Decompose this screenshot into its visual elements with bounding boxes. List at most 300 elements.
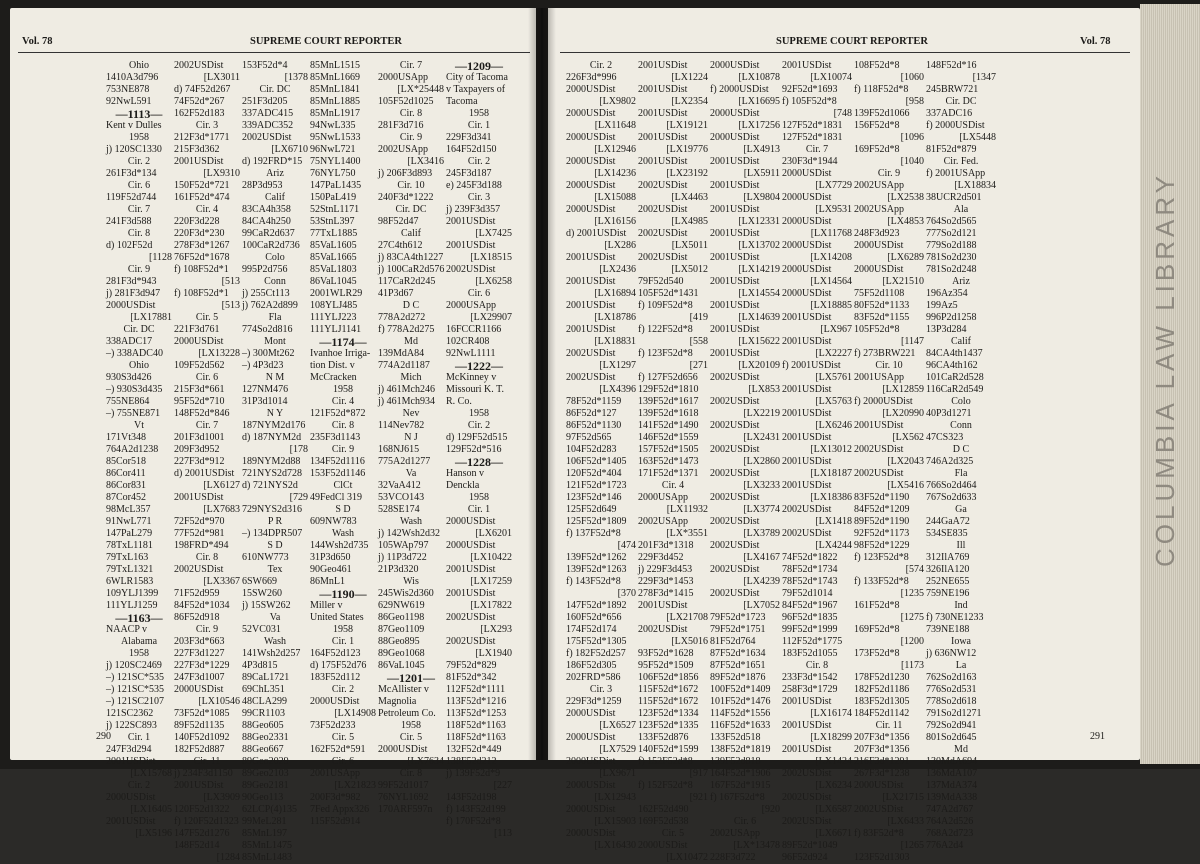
citation-line: 2002USDist [446,264,496,275]
citation-line: 105F52d1025 [378,96,434,107]
citation-line: 86F52d*127 [566,408,617,419]
citation-line: [LX19121 [666,120,708,131]
citation-line: 2002USDist [710,420,760,431]
citation-line: Conn [950,420,972,431]
citation-line: [LX293 [480,624,512,635]
citation-line: 147F52d1276 [174,828,230,839]
citation-line: Cir. 8 [127,228,151,239]
citation-line: Kent v Dulles [106,120,162,131]
citation-line: 96F52d*1835 [782,612,838,623]
citation-line: [LX5911 [743,168,780,179]
citation-line: Cir. 1 [467,504,491,515]
left-citation-columns [106,60,514,864]
citation-line: 768A2d723 [926,828,974,839]
citation-line: [LX5763 [815,396,852,407]
citation-line: S D [267,540,283,551]
citation-line: [1265 [900,840,924,851]
citation-line: [LX15903 [594,816,636,827]
citation-line: 13P3d284 [926,324,967,335]
citation-line: 610NW773 [242,552,289,563]
citation-line: Hanson v [446,468,485,479]
citation-line: 281F3d*943 [106,276,157,287]
citation-line: 2000USDist [782,288,832,299]
citation-line: f) 83F52d*8 [854,828,904,839]
citation-line: 171F52d*1371 [638,468,699,479]
citation-line: 49FedCl 319 [310,492,362,503]
citation-line: [748 [833,108,852,119]
citation-line: [LX21823 [334,780,376,791]
citation-line: [LX5016 [671,636,708,647]
citation-line: 79TxL163 [106,552,149,563]
citation-line: 2002USDist [174,564,224,575]
citation-line: Cir. 9 [195,624,219,635]
citation-line: 129F52d*516 [446,444,502,455]
citation-line: 147F52d*1892 [566,600,627,611]
right-page-column-3 [710,60,782,864]
citation-line: Cir. 1 [467,120,491,131]
citation-line: Cir. 2 [331,684,355,695]
citation-line: j) 120SC2469 [106,660,162,671]
citation-line: 326IlA120 [926,564,970,575]
citation-line: 156F52d*8 [854,120,900,131]
citation-line: [LX21715 [882,792,924,803]
citation-line: McAllister v [378,684,429,695]
citation-line: 96CA4th162 [926,360,978,371]
citation-line: 199Az5 [926,300,958,311]
citation-line: 153F52d*4 [242,60,288,71]
citation-line: [LX10472 [666,852,708,863]
citation-line: 312IlA769 [926,552,970,563]
citation-line: 240F3d*1222 [378,192,434,203]
citation-line: f) 137F52d*8 [566,528,621,539]
citation-line: 85VaL1605 [310,240,357,251]
citation-line: 148F52d*16 [926,60,977,71]
citation-line: McKinney v [446,372,497,383]
citation-line: 189NYM2d88 [242,456,301,467]
citation-line: Va [269,612,281,623]
citation-line: 164F52d150 [446,144,497,155]
citation-line: 139F52d*1617 [638,396,699,407]
citation-line: [LX6710 [271,144,308,155]
citation-line: j) 142Wsh2d32 [378,528,440,539]
citation-line: [LX5416 [887,480,924,491]
citation-line: 2000USDist [782,192,832,203]
citation-line: 228F3d722 [710,852,756,863]
citation-line: 2002USDist [638,252,688,263]
citation-line: N Y [266,408,284,419]
citation-line: 73F52d233 [310,720,356,731]
citation-line: Ga [955,504,967,515]
citation-line: 83CA4h358 [242,204,291,215]
citation-line: Cir. 2 [127,780,151,791]
left-volume: Vol. 78 [22,36,53,47]
citation-line: 88Geo895 [378,636,420,647]
citation-line: N J [404,432,418,443]
citation-line: 2002USDist [566,372,616,383]
citation-line: 721NYS2d728 [242,468,303,479]
citation-line: [LX4985 [671,216,708,227]
citation-line: 88Geo2331 [242,732,289,743]
citation-line: 2002USDist [638,180,688,191]
citation-line: Cir. DC [945,96,977,107]
citation-line: 4P3d815 [242,660,278,671]
citation-line: j) 83CA4th1227 [378,252,444,263]
citation-line: 132F52d*449 [446,744,502,755]
citation-line: e) 245F3d188 [446,180,502,191]
citation-line: Cir. 11 [875,720,903,731]
citation-line: 227F3d1227 [174,648,225,659]
citation-line: [LX1418 [815,516,852,527]
citation-line: 139F52d1066 [854,108,910,119]
citation-line: Cir. 8 [399,108,423,119]
citation-line: 125F52d649 [566,504,617,515]
citation-line: 2002USDist [782,768,832,779]
citation-line: 762So2d163 [926,672,977,683]
citation-line: [178 [289,444,308,455]
citation-line: [LX11932 [666,504,708,515]
citation-line: 2001USDist [446,564,496,575]
citation-line: [LX2538 [887,192,924,203]
citation-line: 2001USApp [854,372,905,383]
citation-line: 2000USDist [566,156,616,167]
citation-line: d) 2001USDist [566,228,627,239]
citation-line: 244GaA72 [926,516,970,527]
citation-line: 184F52d1142 [854,708,910,719]
citation-line: [LX9804 [743,192,780,203]
citation-line: —1113— [115,107,163,121]
citation-line: Cir. 1 [127,732,151,743]
citation-line: 28P3d953 [242,180,283,191]
citation-line: 2001USDist [710,300,760,311]
citation-line: 101CaR2d528 [926,372,984,383]
citation-line: 2000USDist [446,540,496,551]
citation-line: 94NwL335 [310,120,356,131]
citation-line: 99F52d*1999 [782,624,838,635]
citation-line: —1228— [455,455,503,469]
citation-line: 127F52d*1831 [782,120,843,131]
left-page [10,8,536,863]
citation-line: Cir. 7 [195,420,219,431]
citation-line: 160F52d*656 [566,612,622,623]
citation-line: Iowa [951,636,971,647]
citation-line: R. Co. [446,396,472,407]
citation-line: [LX2860 [743,456,780,467]
citation-line: [LX14564 [810,276,852,287]
citation-line: 102CR408 [446,336,490,347]
citation-line: 215F3d362 [174,144,220,155]
citation-line: 15SW260 [242,588,282,599]
citation-line: 278F3d*1415 [638,588,694,599]
citation-line: 6WLR1583 [106,576,154,587]
citation-line: 2000USDist [710,60,760,71]
citation-line: [LX*25448 [397,84,444,95]
citation-line: 113F52d*1216 [446,696,507,707]
citation-line: 2002USDist [710,372,760,383]
citation-line: j) 239F3d357 [446,204,501,215]
citation-line: d) 721NYS2d [242,480,298,491]
citation-line: 2002USDist [638,228,688,239]
citation-line: 791So2d1271 [926,708,982,719]
citation-line: 251F3d205 [242,96,288,107]
left-page-column-2 [174,60,242,864]
citation-line: [LX15622 [738,336,780,347]
citation-line: [1147 [901,336,924,347]
citation-line: j) 11P3d722 [378,552,427,563]
citation-line: 2001USDist [782,312,832,323]
citation-line: [LX4913 [743,144,780,155]
citation-line: [574 [905,564,924,575]
citation-line: 129F52d*1810 [638,384,699,395]
citation-line: 133F52d876 [638,732,689,743]
citation-line: j) 281F3d947 [106,288,161,299]
citation-line: [LX6433 [887,816,924,827]
citation-line: 729NYS2d316 [242,504,303,515]
citation-line: f) 133F52d*8 [854,576,909,587]
citation-line: [513 [221,276,240,287]
citation-line: 88Geo667 [242,744,284,755]
citation-line: 141F52d*1490 [638,420,699,431]
citation-line: Petroleum Co. [378,708,436,719]
citation-line: [LX17259 [470,576,512,587]
right-page-column-4 [782,60,854,864]
citation-line: –) 134DPR507 [242,528,303,539]
citation-line: –) 4P3d23 [242,360,284,371]
citation-line: 226F3d*996 [566,72,617,83]
citation-line: d) 129F52d515 [446,432,508,443]
citation-line: 105WAp797 [378,540,429,551]
citation-line: 2000USDist [566,204,616,215]
citation-line: 137MdA374 [926,780,978,791]
citation-line: [LX16695 [738,96,780,107]
citation-line: 801So2d645 [926,732,977,743]
citation-line: [LX18187 [810,468,852,479]
citation-line: 178F52d1230 [854,672,910,683]
citation-line: 2002USDist [710,492,760,503]
citation-line: 111YLJ1141 [310,324,362,335]
citation-line: 73F52d*1085 [174,708,230,719]
citation-line: 79F52d540 [638,276,684,287]
citation-line: 89Geo1068 [378,648,425,659]
citation-line: 100F52d*1409 [710,684,771,695]
citation-line: f) 122F52d*8 [638,324,693,335]
citation-line: 123F52d*1334 [638,708,699,719]
citation-line: [LX15768 [130,768,172,779]
citation-line: 84CA4h250 [242,216,291,227]
citation-line: j) 120SC1330 [106,144,162,155]
citation-line: Cir. 10 [397,180,425,191]
citation-line: 2001USDist [782,696,832,707]
citation-line: 995P2d756 [242,264,288,275]
citation-line: 161F52d*474 [174,192,230,203]
citation-line: 121F52d*872 [310,408,366,419]
citation-line: Alabama [120,636,158,647]
citation-line: P R [267,516,283,527]
citation-line: 2002USApp [638,516,689,527]
citation-line: N M [265,372,285,383]
citation-line: 169F52d*8 [854,144,900,155]
citation-line: 739NE188 [926,624,970,635]
citation-line: 2000USDist [566,108,616,119]
citation-line: d) 192FRD*15 [242,156,303,167]
citation-line: Ariz [952,276,970,287]
citation-line: 31P3d1014 [242,396,288,407]
citation-line: Md [404,336,418,347]
citation-line: Nev [402,408,420,419]
citation-line: j) 234F3d1150 [174,768,233,779]
citation-line: [LX19776 [666,144,708,155]
citation-line: 2000USApp [446,300,497,311]
citation-line: Denckla [446,480,480,491]
citation-line: j) 15SW262 [242,600,291,611]
citation-line: [LX21708 [666,612,708,623]
citation-line: 139F52d*1618 [638,408,699,419]
citation-line: 2001USDist [782,456,832,467]
citation-line: j) 206F3d893 [378,168,433,179]
citation-line: 2000USDist [782,168,832,179]
citation-line: 48CLA299 [242,696,287,707]
citation-line: [LX16156 [594,216,636,227]
citation-line: 339ADC352 [242,120,294,131]
citation-line: j) 229F3d453 [638,564,693,575]
citation-line: [LX11648 [594,120,636,131]
citation-line: [LX4239 [743,576,780,587]
citation-line: Cir. 1 [331,636,355,647]
citation-line: 76F52d*1678 [174,252,230,263]
citation-line: [LX6246 [815,420,852,431]
citation-line: [LX286 [604,240,636,251]
citation-line: f) 109F52d*8 [638,300,693,311]
citation-line: 2001USDist [638,60,688,71]
citation-line: 278F3d*1267 [174,240,230,251]
citation-line: 114F52d*1556 [710,708,771,719]
citation-line: [LX5196 [135,828,172,839]
citation-line: 118F52d*1163 [446,732,506,743]
citation-line: 75NYL1400 [310,156,361,167]
citation-line: 2002USDist [638,204,688,215]
citation-line: [LX6289 [887,252,924,263]
right-running-title: SUPREME COURT REPORTER [776,36,928,47]
citation-line: f) 273BRW221 [854,348,916,359]
citation-line: 16FCCR1166 [446,324,502,335]
citation-line: 2001USDist [446,216,496,227]
citation-line: [LX3909 [203,792,240,803]
citation-line: [LX6234 [815,780,852,791]
citation-line: 781So2d248 [926,264,977,275]
citation-line: 98F52d*1229 [854,540,910,551]
citation-line: 2000USDist [106,792,156,803]
citation-line: 2000USDist [566,828,616,839]
citation-line: Md [954,744,968,755]
citation-line: [LX2354 [671,96,708,107]
citation-line: 2001USDist [638,84,688,95]
citation-line: 81F52d764 [710,636,756,647]
citation-line: 69ChL351 [242,684,285,695]
citation-line: f) 123F52d*8 [854,552,909,563]
citation-line: 337ADC16 [926,108,973,119]
citation-line: Cir. 6 [195,372,219,383]
citation-line: 85MnL1515 [310,60,360,71]
citation-line: 212F3d*1771 [174,132,230,143]
citation-line: 1958 [469,492,489,503]
citation-line: 106F52d*1405 [566,456,627,467]
citation-line: 119F52d744 [106,192,157,203]
citation-line: Wash [400,516,422,527]
citation-line: [LX16174 [810,708,852,719]
citation-line: 80F52d*1133 [854,300,910,311]
citation-line: [LX6587 [815,804,852,815]
citation-line: [LX20109 [738,360,780,371]
citation-line: 2000USDist [566,84,616,95]
citation-line: Cir. 8 [195,552,219,563]
citation-line: 792So2d941 [926,720,977,731]
citation-line: 86VaL1045 [310,276,357,287]
citation-line: 76NYL1692 [378,792,429,803]
citation-line: 148F52d*846 [174,408,230,419]
citation-line: Magnolia [378,696,417,707]
citation-line: 202FRD*586 [566,672,621,683]
citation-line: 1958 [401,720,421,731]
citation-line: 2000USDist [566,804,616,815]
citation-line: 2000USDist [782,216,832,227]
citation-line: [LX2436 [599,264,636,275]
citation-line: 146F52d*1559 [638,432,699,443]
citation-line: 2002USApp [378,144,429,155]
citation-line: 779So2d188 [926,240,977,251]
citation-line: [1200 [900,636,924,647]
citation-line: [LX21510 [882,276,924,287]
citation-line: 79F52d*829 [446,660,497,671]
citation-line: [1284 [216,852,240,863]
citation-line: j) 100CaR2d576 [378,264,445,275]
citation-line: 2001USDist [446,240,496,251]
citation-line: 27C4th612 [378,240,423,251]
citation-line: 127F52d*1831 [782,132,843,143]
citation-line: 766So2d464 [926,480,977,491]
citation-line: 1958 [129,648,149,659]
citation-line: 99CR1103 [242,708,285,719]
citation-line: [LX13012 [810,444,852,455]
citation-line: —1222— [455,359,503,373]
right-page-column-2 [638,60,710,864]
citation-line: [LX14554 [738,288,780,299]
citation-line: 89F52d*1876 [710,672,766,683]
citation-line: 105F52d*8 [854,324,900,335]
citation-line: [LX*13478 [733,840,780,851]
citation-line: Ohio [129,60,149,71]
citation-line: City of Tacoma [446,72,508,83]
citation-line: 115F52d*1672 [638,684,699,695]
citation-line: 84F52d*1209 [854,504,910,515]
citation-line: [LX9671 [599,768,636,779]
citation-line: 764A2d526 [926,816,974,827]
citation-line: 92NwL1111 [446,348,496,359]
citation-line: 74F52d*1822 [782,552,838,563]
citation-line: 2001USDist [710,180,760,191]
citation-line: [917 [689,768,708,779]
citation-line: 2000USDist [310,696,360,707]
citation-line: 134F52d1116 [310,456,365,467]
citation-line: 77TxL1885 [310,228,358,239]
right-page [548,8,1140,863]
citation-line: 164F52d*1906 [710,768,771,779]
citation-line: Cir. 6 [467,288,491,299]
citation-line: 528SE174 [378,504,420,515]
citation-line: Vt [134,420,144,431]
citation-line: 136MdA107 [926,768,978,779]
citation-line: [LX*3551 [666,528,708,539]
citation-line: –) 121SC*535 [106,672,165,683]
citation-line: 163F52d*1473 [638,456,699,467]
